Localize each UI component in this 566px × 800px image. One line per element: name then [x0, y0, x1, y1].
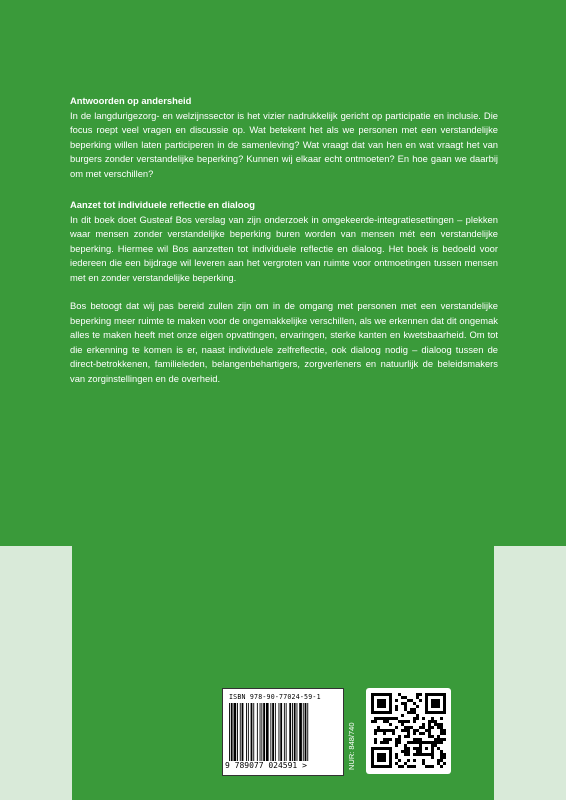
section-heading-2: Aanzet tot individuele reflectie en dialoog [70, 199, 255, 210]
closing-paragraph: Bos betoogt dat wij pas bereid zullen zijn om in de omgang met personen met een verstandelijke beperking meer ruimte te maken voor de ongemakkelijke verschillen, als we erkennen dat dit ongemak alles te maken heeft met onze eigen opvattingen, ervaringen, sterke kanten en kwetsbaarheid. Om tot die erkenning te komen is er, naast individuele zelfreflectie, ook dialoog nodig – dialoog tussen de direct-betrokkenen, familieleden, belangenbehartigers, zorgverleners en natuurlijk de beleidsmakers van zorginstellingen en de overheid. [70, 300, 498, 384]
isbn-label: ISBN 978-90-77024-59-1 [229, 693, 321, 701]
section-heading-1: Antwoorden op andersheid [70, 95, 192, 106]
qr-code [366, 688, 451, 774]
barcode-number: 9 789077 024591 > [225, 761, 307, 770]
right-side-panel [494, 546, 566, 800]
section-paragraph-2: In dit boek doet Gusteaf Bos verslag van zijn onderzoek in omgekeerde-integratiesettingen – plekken waar mensen zonder verstandelijke beperking buren worden van mensen mét een verstandelijke beperking. Hiermee wil Bos aanzetten tot individuele reflectie en dialoog. Het boek is bedoeld voor iedereen die een bijdrage wil leveren aan het vergroten van ruimte voor ontmoetingen tussen mensen met en zonder verstandelijke beperking. [70, 213, 498, 283]
barcode-bars-icon [229, 703, 337, 761]
section-paragraph-1: In de langdurigezorg- en welzijnssector is het vizier nadrukkelijk gericht op participatie en inclusie. Die focus roept veel vragen en discussie op. Wat betekent het als we personen met een verstandelijke beperking willen laten participeren in de samenleving? Wat vraagt dat van hen en wat vraagt het van burgers zonder verstandelijke beperking? Kunnen wij elkaar echt ontmoeten? En hoe gaan we daarbij om met verschillen? [70, 109, 498, 179]
blurb-text [70, 94, 498, 386]
qr-code-icon [371, 693, 446, 768]
isbn-barcode [222, 688, 344, 776]
nur-code: NUR: 848/740 [347, 722, 356, 770]
left-side-panel [0, 546, 72, 800]
